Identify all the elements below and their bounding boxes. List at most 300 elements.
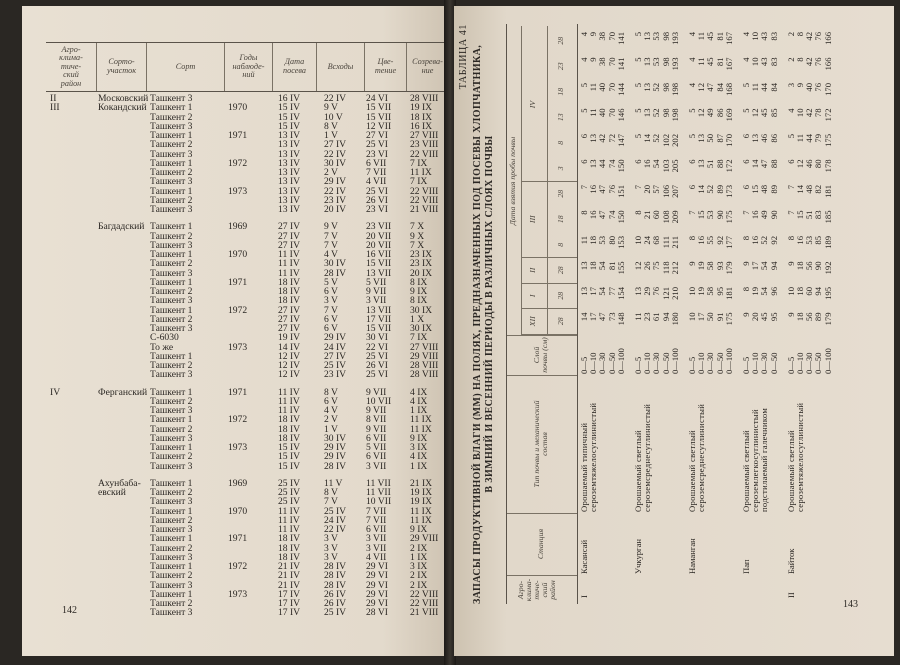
emergence-date: 6 V [324,395,338,407]
soil-layer: 0—100 [615,348,626,374]
right-page-number: 143 [843,599,858,610]
station-label: Пап [741,559,751,574]
moisture-value: 9 [741,312,751,317]
sowing-date: 15 IV [278,442,301,453]
variety: Ташкент 2 [150,230,193,242]
moisture-value: 175 [723,312,734,326]
flowering-date: 22 VI [366,341,388,353]
moisture-value: 151 [615,185,626,198]
sowing-date: 13 IV [278,148,301,160]
sowing-date: 15 IV [278,111,301,123]
variety: Ташкент 2 [150,313,193,325]
maturity-date: 23 IX [410,258,433,270]
soil-layer: 0—100 [669,348,680,374]
year: 1972 [228,414,248,426]
station-label: Учкурган [633,539,643,574]
sowing-date: 13 IV [278,176,301,188]
variety: Ташкент 3 [150,405,193,416]
moisture-value: 9 [588,57,599,62]
moisture-value: 13 [750,134,761,143]
moisture-value: 94 [768,261,779,271]
maturity-date: 4 IX [410,386,428,398]
emergence-date: 28 IV [324,561,347,572]
flowering-date: 3 VII [366,460,387,472]
region-label: II [50,93,57,104]
sowing-date: 18 IV [278,551,301,563]
emergence-date: 10 V [324,111,343,123]
moisture-value: 91 [714,312,725,322]
maturity-date: 11 IX [410,505,432,517]
moisture-value: 7 [687,210,697,215]
sowing-date: 27 IV [278,221,301,233]
flowering-date: 25 VI [366,139,388,151]
moisture-value: 38 [597,57,608,67]
maturity-date: 28 VIII [410,360,439,371]
moisture-value: 175 [723,210,734,224]
variety: Ташкент 2 [150,167,193,178]
moisture-value: 11 [696,57,707,66]
moisture-value: 20 [750,312,761,322]
sowing-date: 11 IV [278,514,300,526]
moisture-value: 56 [804,261,815,271]
moisture-value: 4 [687,32,697,37]
month-divider [521,258,577,259]
moisture-value: 23 [642,312,653,322]
moisture-value: 7 [785,210,796,215]
moisture-value: 51 [705,159,716,169]
moisture-value: 18 [588,261,599,271]
maturity-date: 29 VIII [410,533,439,545]
moisture-value: 13 [579,287,589,296]
station-label: Касансай [579,539,589,574]
moisture-value: 16 [588,210,599,220]
flowering-date: 10 VII [366,496,392,508]
moisture-value: 177 [723,236,734,249]
moisture-value: 6 [579,134,589,139]
emergence-date: 3 V [324,551,338,563]
sowing-date: 18 IV [278,286,301,297]
moisture-value: 21 [642,210,653,220]
moisture-value: 82 [813,185,824,194]
flowering-date: 6 VII [366,432,387,444]
flowering-date: 25 VI [366,369,388,381]
flowering-date: 29 VI [366,598,388,609]
year: 1971 [228,130,248,141]
sowing-date: 15 IV [278,451,301,463]
moisture-value: 16 [696,236,707,245]
moisture-value: 56 [804,312,815,322]
moisture-value: 4 [579,57,589,62]
header-layer: Слой почвы (см) [532,337,549,373]
moisture-value: 70 [606,32,617,41]
variety: Ташкент 2 [150,111,193,123]
emergence-date: 7 V [324,496,338,508]
month-divider [521,181,577,182]
maturity-date: 1 IX [410,551,428,563]
left-header-cell: Цве- тение [364,43,406,91]
moisture-value: 6 [687,185,697,190]
variety: Ташкент 3 [150,432,193,444]
moisture-value: 98 [660,83,671,92]
moisture-value: 80 [813,159,824,169]
variety: Ташкент 3 [150,496,193,508]
flowering-date: 29 VI [366,561,388,572]
maturity-date: 22 VIII [410,194,439,206]
moisture-value: 5 [633,57,643,62]
variety: Ташкент 2 [150,451,193,463]
moisture-value: 94 [660,312,671,322]
year: 1970 [228,249,248,260]
maturity-date: 30 IX [410,304,433,316]
soil-type: Орошаемый светлый сероземсреднесуглинистый [687,403,706,512]
month-divider [521,309,577,310]
flowering-date: 25 VI [366,350,388,362]
emergence-date: 20 IV [324,204,347,215]
moisture-value: 54 [597,261,608,271]
moisture-value: 52 [651,108,662,118]
moisture-value: 76 [651,287,662,296]
maturity-date: 9 X [410,230,425,242]
flowering-date: 30 VI [366,332,388,344]
day-label: 28 [556,291,565,300]
moisture-value: 8 [579,210,589,215]
variety: Ташкент 1 [150,221,193,233]
region-label: III [50,102,60,114]
flowering-date: 16 VII [366,249,392,260]
day-label: 13 [556,113,565,122]
variety: Ташкент 2 [150,487,193,498]
flowering-date: 26 VI [366,360,388,371]
moisture-value: 121 [660,287,671,300]
sowing-date: 13 IV [278,194,301,206]
left-header-cell: Созрева- ние [406,43,446,91]
moisture-value: 181 [723,287,734,300]
moisture-value: 83 [768,57,779,67]
sowing-date: 15 IV [278,120,301,132]
moisture-value: 118 [660,261,671,275]
sowing-date: 13 IV [278,157,301,169]
flowering-date: 13 VII [366,304,392,316]
flowering-date: 8 VII [366,414,387,426]
moisture-value: 212 [669,261,680,275]
moisture-value: 24 [642,236,653,245]
moisture-value: 40 [804,83,815,92]
moisture-value: 8 [795,32,805,37]
variety: Ташкент 3 [150,524,193,535]
variety: Ташкент 1 [150,442,193,453]
variety: Ташкент 3 [150,369,193,381]
flowering-date: 13 VII [366,267,392,279]
moisture-value: 6 [741,185,751,190]
header-soil: Тип почвы и механический состав [532,400,549,488]
station-label: евский [98,487,126,498]
moisture-value: 146 [615,108,626,122]
region-label: IV [50,386,61,398]
sowing-date: 12 IV [278,350,301,362]
maturity-date: 11 IX [410,423,432,435]
variety: Ташкент 2 [150,194,193,206]
variety: Ташкент 1 [150,414,193,426]
moisture-value: 12 [750,108,761,118]
moisture-value: 95 [768,312,779,322]
moisture-value: 7 [741,210,751,215]
moisture-value: 10 [750,57,761,67]
header-region: Агро- клима- тиче- ский район [516,578,557,602]
sowing-date: 18 IV [278,423,301,435]
moisture-value: 88 [714,159,725,169]
moisture-value: 5 [633,108,643,113]
maturity-date: 9 IX [410,432,428,444]
moisture-value: 42 [804,108,815,118]
flowering-date: 25 VI [366,185,388,197]
moisture-value: 53 [651,32,662,41]
moisture-value: 111 [660,236,671,249]
header-station: Станция [536,528,545,560]
emergence-date: 4 V [324,405,338,416]
maturity-date: 7 IX [410,157,428,169]
month-divider [521,283,577,284]
moisture-value: 18 [588,236,599,245]
year: 1972 [228,157,248,169]
moisture-value: 85 [813,236,824,245]
sowing-date: 18 IV [278,533,301,545]
emergence-date: 29 IV [324,451,347,463]
left-header-cell: Агро- клима- тиче- ский район [59,44,83,88]
soil-layer: 0—30 [759,352,770,374]
moisture-value: 10 [785,287,796,296]
moisture-value: 16 [795,236,805,245]
variety: Ташкент 1 [150,304,193,316]
variety: Ташкент 3 [150,267,193,279]
sowing-date: 16 IV [278,93,301,104]
emergence-date: 25 IV [324,505,347,517]
moisture-value: 195 [822,287,833,300]
moisture-value: 46 [804,159,815,169]
moisture-value: 150 [615,210,626,224]
moisture-value: 19 [750,287,761,296]
moisture-value: 17 [588,312,599,322]
moisture-value: 11 [588,108,599,117]
moisture-value: 14 [642,134,653,143]
moisture-value: 89 [768,185,779,194]
moisture-value: 13 [642,57,653,67]
maturity-date: 3 IX [410,442,428,453]
moisture-value: 60 [651,210,662,220]
emergence-date: 29 IV [324,176,347,188]
moisture-value: 53 [651,57,662,67]
table-title [472,24,496,604]
moisture-value: 44 [759,83,770,92]
flowering-date: 15 VII [366,111,392,123]
moisture-value: 13 [642,83,653,92]
station-label: Московский [98,93,149,104]
soil-layer: 0—30 [651,352,662,374]
moisture-value: 7 [579,185,589,190]
moisture-value: 6 [579,159,589,164]
moisture-value: 77 [606,287,617,296]
flowering-date: 7 VII [366,514,387,526]
moisture-value: 78 [813,108,824,118]
variety: Ташкент 1 [150,249,193,260]
flowering-date: 7 VII [366,505,387,517]
maturity-date: 19 IX [410,102,433,114]
moisture-value: 13 [588,134,599,143]
year: 1971 [228,386,248,398]
flowering-date: 3 VII [366,542,387,554]
moisture-value: 179 [822,312,833,326]
flowering-date: 5 VII [366,442,387,453]
moisture-value: 155 [615,261,626,275]
soil-type: Орошаемый светлый сероземсреднесуглинистый [633,403,652,512]
maturity-date: 11 IX [410,167,432,178]
emergence-date: 23 IV [324,369,347,381]
moisture-value: 40 [597,108,608,118]
moisture-value: 86 [714,108,725,118]
sowing-date: 25 IV [278,477,301,489]
maturity-date: 23 VIII [410,139,439,151]
moisture-value: 52 [759,236,770,245]
flowering-date: 6 VII [366,524,387,535]
moisture-value: 141 [615,32,626,45]
moisture-value: 13 [696,134,707,143]
sowing-date: 11 IV [278,386,300,398]
sowing-date: 17 IV [278,598,301,609]
emergence-date: 22 IV [324,93,347,104]
moisture-value: 4 [579,32,589,37]
moisture-value: 6 [633,159,643,164]
moisture-value: 45 [705,57,716,67]
month-label: II [528,267,537,273]
sowing-date: 11 IV [278,505,300,517]
sowing-date: 27 IV [278,313,301,325]
station-label: Ахунбаба- [98,477,141,489]
flowering-date: 3 VII [366,295,387,307]
variety: Ташкент 1 [150,276,193,288]
variety: Ташкент 3 [150,93,193,104]
emergence-date: 1 V [324,130,338,141]
moisture-value: 5 [687,134,697,139]
soil-layer: 0—50 [813,352,824,374]
moisture-value: 42 [804,57,815,67]
emergence-date: 27 IV [324,350,347,362]
emergence-date: 9 V [324,102,338,114]
moisture-value: 150 [615,159,626,173]
moisture-value: 83 [768,32,779,41]
month-label: XII [528,316,537,327]
moisture-value: 81 [714,57,725,67]
moisture-value: 14 [579,312,589,322]
moisture-value: 98 [660,57,671,67]
moisture-value: 47 [759,159,770,169]
moisture-value: 7 [633,185,643,190]
moisture-value: 147 [615,134,626,147]
soil-type: Орошаемый светлый сероземтяжелосуглинистый [785,402,805,512]
moisture-value: 90 [768,210,779,220]
sowing-date: 11 IV [278,395,300,407]
flowering-date: 15 VII [366,102,392,114]
moisture-value: 12 [696,108,707,118]
moisture-value: 172 [822,108,833,122]
moisture-value: 3 [785,83,796,88]
variety: Ташкент 1 [150,386,193,398]
emergence-date: 26 IV [324,598,347,609]
moisture-value: 19 [696,287,707,296]
emergence-date: 8 V [324,120,338,132]
maturity-date: 9 IX [410,286,428,297]
moisture-value: 86 [768,134,779,143]
moisture-value: 16 [642,159,653,169]
moisture-value: 52 [705,185,716,194]
moisture-value: 58 [705,287,716,296]
moisture-value: 12 [795,159,805,169]
maturity-date: 27 VIII [410,130,439,141]
station-label: Наманган [687,538,697,574]
flowering-date: 12 VII [366,120,392,132]
moisture-value: 166 [822,32,833,45]
flowering-date: 9 VII [366,423,387,435]
sowing-date: 18 IV [278,276,301,288]
sowing-date: 13 IV [278,185,301,197]
variety: То же [150,341,174,353]
maturity-date: 4 IX [410,451,428,463]
moisture-value: 40 [597,83,608,92]
rotated-table [458,24,876,604]
moisture-value: 192 [822,261,833,275]
flowering-date: 9 VII [366,286,387,297]
emergence-date: 24 IV [324,514,347,526]
maturity-date: 28 VIII [410,93,439,104]
left-header-cell: Дата посева [272,43,316,91]
variety: Ташкент 1 [150,561,193,572]
year: 1973 [228,341,248,353]
moisture-value: 5 [633,32,643,37]
moisture-value: 61 [651,312,662,322]
flowering-date: 5 VII [366,276,387,288]
year: 1973 [228,185,248,197]
variety: Ташкент 3 [150,176,193,188]
year: 1969 [228,221,248,233]
table-title-line-2: В ЗИМНИЙ И ВЕСЕННИЙ ПЕРИОДЫ В РАЗЛИЧНЫХ СЛОЯХ ПОЧВЫ [484,135,495,493]
moisture-value: 175 [822,134,833,147]
soil-type: Орошаемый светлый сероземлегкосуглинистый подстилаемый галечником [741,407,769,512]
moisture-value: 81 [714,32,725,41]
station-label: Ферганский [98,386,148,398]
moisture-value: 10 [687,312,697,322]
variety: Ташкент 2 [150,423,193,435]
moisture-value: 73 [606,312,617,322]
sowing-date: 11 IV [278,405,300,416]
emergence-date: 8 V [324,487,338,498]
day-label: 28 [556,189,565,198]
maturity-date: 27 VIII [410,341,439,353]
sowing-date: 21 IV [278,579,301,591]
moisture-value: 47 [597,185,608,194]
moisture-value: 98 [660,108,671,118]
soil-layer: 0—30 [804,352,815,374]
moisture-value: 58 [705,261,716,271]
moisture-value: 26 [642,261,653,271]
moisture-value: 50 [705,312,716,322]
maturity-date: 18 IX [410,111,433,123]
variety: Ташкент 3 [150,204,193,215]
soil-layer: 0—5 [785,356,796,374]
moisture-value: 54 [651,159,662,169]
moisture-value: 8 [795,57,805,62]
station-label: Кокандский [98,102,147,114]
sowing-date: 18 IV [278,432,301,444]
moisture-value: 189 [822,236,833,249]
moisture-value: 13 [642,108,653,118]
